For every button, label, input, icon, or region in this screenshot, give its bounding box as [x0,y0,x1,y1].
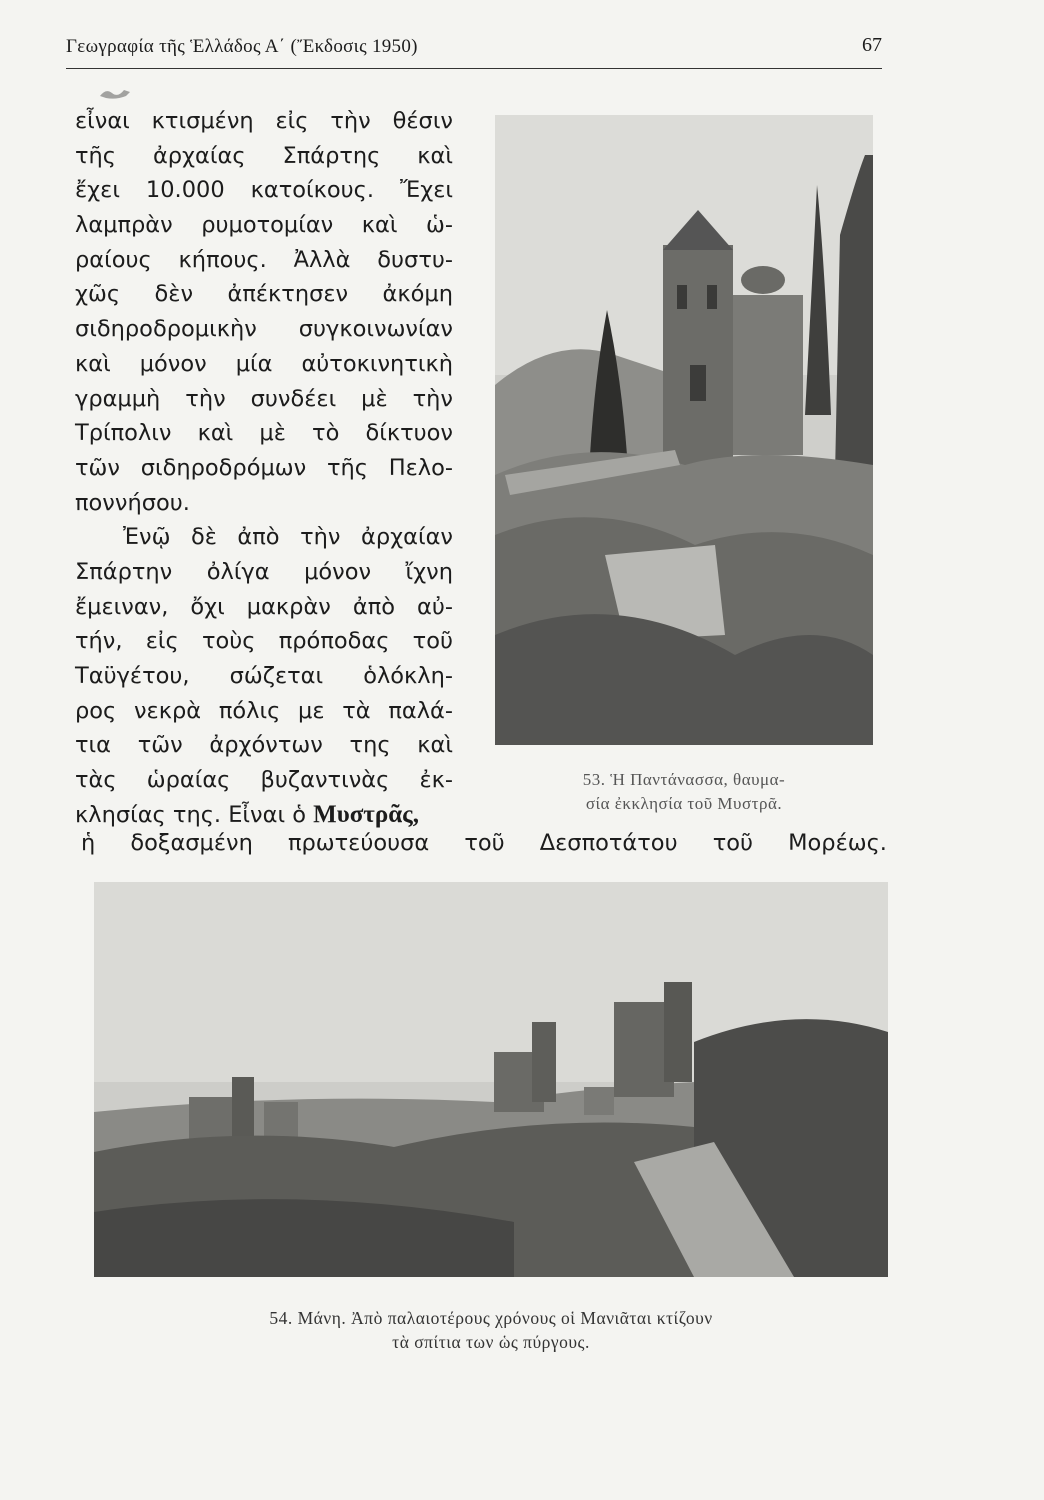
word: δοξασμένη [130,830,253,856]
caption-line: τὰ σπίτια των ὡς πύργους. [392,1332,590,1352]
text-line: λαμπρὰν ρυμοτομίαν καὶ ὡ- [75,212,453,239]
word: Δεσποτάτου [539,830,678,856]
text-line: ποννήσου. [75,489,190,516]
text-line: ἔμειναν, ὄχι μακρὰν ἀπὸ αὐ- [75,593,453,620]
text-line: χῶς δὲν ἀπέκτησεν ἀκόμη [75,281,453,308]
text-fragment: κλησίας της. Εἶναι ὁ [75,801,306,828]
text-line: Σπάρτην ὀλίγα μόνον ἴχνη [75,558,453,585]
figure-53-caption [495,768,873,816]
figure-54-caption [94,1306,888,1354]
text-line: εἶναι κτισμένη εἰς τὴν θέσιν [75,108,453,134]
header-title: Γεωγραφία τῆς Ἑλλάδος Α΄ (Ἔκδοσις 1950) [66,36,418,57]
word: Μορέως. [788,830,887,856]
text-line: γραμμὴ τὴν συνδέει μὲ τὴν [75,385,453,412]
caption-line: 54. Μάνη. Ἀπὸ παλαιοτέρους χρόνους οἱ Μανιᾶται κτίζουν [269,1308,713,1328]
text-line: ρος νεκρὰ πόλις με τὰ παλά- [75,697,453,724]
text-line: Ἐνῷ δὲ ἀπὸ τὴν ἀρχαίαν [123,524,453,551]
running-header [66,34,882,69]
word: πρωτεύουσα [287,830,430,856]
text-line: ἔχει 10.000 κατοίκους. Ἔχει [75,177,453,204]
word: τοῦ [464,830,505,856]
photo-pantanassa-church [495,115,873,745]
word: τοῦ [712,830,754,856]
caption-line: σία ἐκκλησία τοῦ Μυστρᾶ. [585,794,783,813]
caption-line: 53. Ἡ Παντάνασσα, θαυμα- [582,770,786,789]
text-line: τήν, εἰς τοὺς πρόποδας τοῦ [75,628,453,655]
photo-mani-towers [94,882,888,1277]
place-name-mystras: Μυστρᾶς, [313,800,419,828]
text-line: τῶν σιδηροδρόμων τῆς Πελο- [75,454,453,481]
full-width-text-line [81,826,887,860]
text-line: Τρίπολιν καὶ μὲ τὸ δίκτυον [75,420,453,447]
ink-smudge [98,84,132,102]
word: ἡ [81,830,96,856]
text-line: Ταϋγέτου, σώζεται ὁλόκλη- [75,663,453,689]
text-line: τῆς ἀρχαίας Σπάρτης καὶ [75,142,453,169]
text-line: ραίους κήπους. Ἀλλὰ δυστυ- [75,246,453,273]
page-number: 67 [862,34,882,56]
text-column [75,104,453,832]
text-line: τια τῶν ἀρχόντων της καὶ [75,732,453,759]
text-line: καὶ μόνον μία αὐτοκινητικὴ [75,350,453,377]
text-line: τὰς ὡραίας βυζαντινὰς ἐκ- [75,767,453,794]
text-line: σιδηροδρομικὴν συγκοινωνίαν [75,316,453,343]
